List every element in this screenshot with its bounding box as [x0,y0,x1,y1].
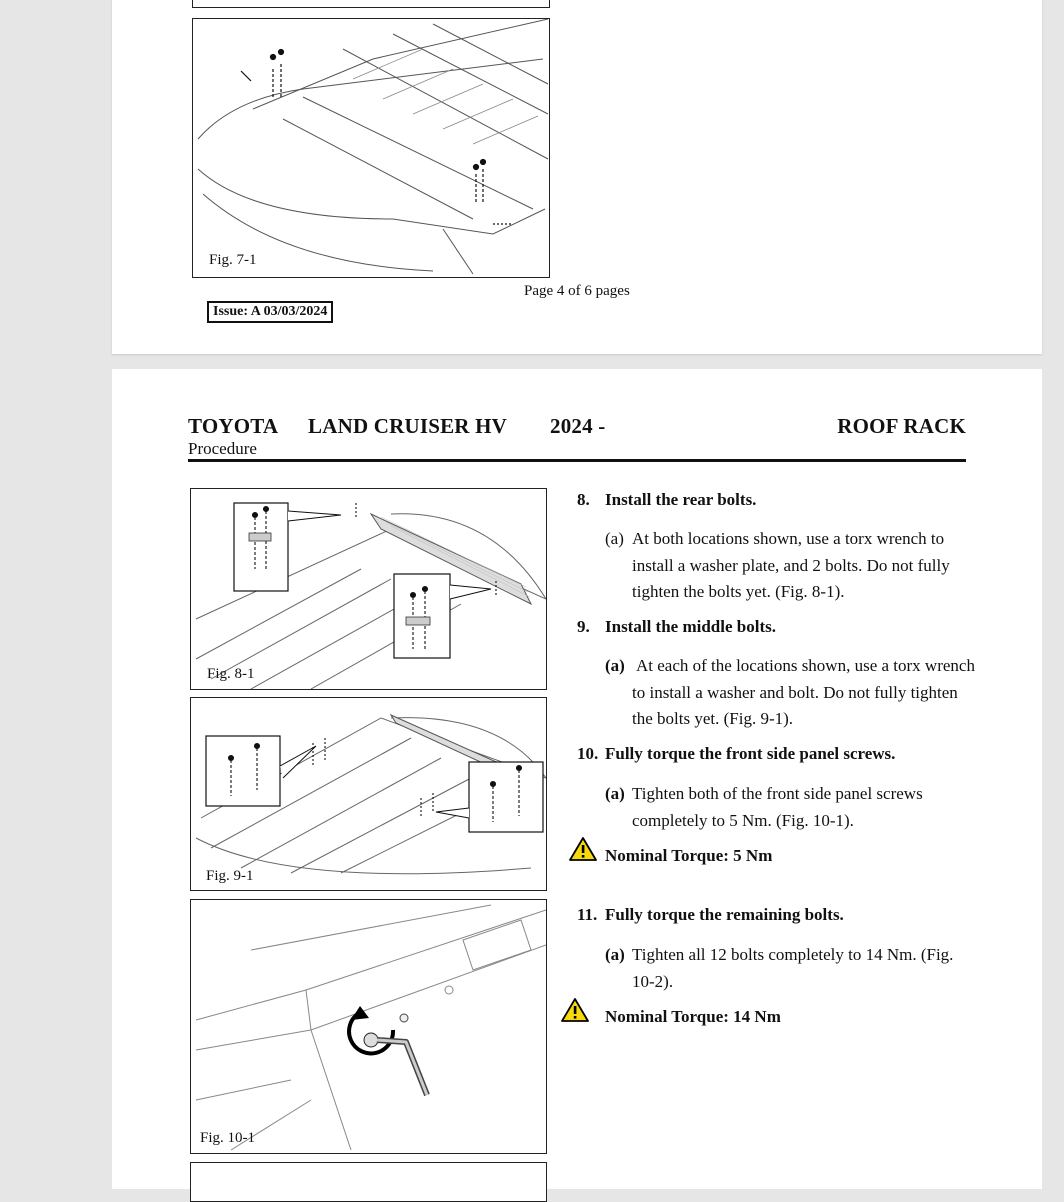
torque-warning-5nm: Nominal Torque: 5 Nm [605,846,773,865]
step-8-sub-a [605,526,975,606]
sub-label: (a) [605,945,625,964]
warning-triangle-icon [569,836,597,862]
sub-label: (a) [605,529,624,548]
step-8-title: Install the rear bolts. [605,490,757,509]
document-page-4 [112,0,1042,354]
sub-text: At each of the locations shown, use a torx wrench to install a washer and bolt. Do not fully tighten the bolts yet. (Fig. 9-1). [632,656,975,728]
step-9-number: 9. [577,617,590,636]
page-number: Page 4 of 6 pages [524,283,630,299]
step-10-sub-a [605,781,975,834]
header-model: LAND CRUISER HV [308,414,508,438]
figure-caption: Fig. 7-1 [209,252,257,268]
sub-text: Tighten both of the front side panel screws completely to 5 Nm. (Fig. 10-1). [632,784,923,830]
header-section: Procedure [188,439,257,458]
figure-caption: Fig. 8-1 [207,666,255,682]
header-make: TOYOTA [188,414,279,438]
step-9-title: Install the middle bolts. [605,617,776,636]
figure-10-1 [190,899,547,1154]
header-year: 2024 - [550,414,606,438]
figure-8-1 [190,488,547,690]
figure-caption: Fig. 10-1 [200,1130,256,1146]
figure-previous-remnant [192,0,550,8]
roof-rack-drawing-7-1 [193,19,550,278]
step-11-number: 11. [577,905,598,924]
warning-triangle-icon [561,997,589,1023]
middle-bolts-drawing [191,698,547,891]
figure-caption: Fig. 9-1 [206,868,254,884]
header-product: ROOF RACK [837,414,966,438]
step-11-title: Fully torque the remaining bolts. [605,905,844,924]
step-9-sub-a [605,653,975,733]
document-page-5 [112,369,1042,1189]
rear-bolts-drawing [191,489,547,690]
step-11-sub-a [605,942,975,995]
figure-7-1 [192,18,550,278]
front-side-panel-screws-drawing [191,900,547,1154]
header-rule [188,459,966,462]
step-8-number: 8. [577,490,590,509]
torque-warning-14nm: Nominal Torque: 14 Nm [605,1007,781,1026]
step-10-title: Fully torque the front side panel screws. [605,744,896,763]
sub-label: (a) [605,656,625,675]
step-10-number: 10. [577,744,599,763]
sub-text: At both locations shown, use a torx wrench to install a washer plate, and 2 bolts. Do not fully tighten the bolts yet. (Fig. 8-1). [632,529,950,601]
sub-text: Tighten all 12 bolts completely to 14 Nm. (Fig. 10-2). [632,945,954,991]
figure-next-remnant [190,1162,547,1202]
issue-stamp: Issue: A 03/03/2024 [207,301,333,323]
figure-9-1 [190,697,547,891]
sub-label: (a) [605,784,625,803]
